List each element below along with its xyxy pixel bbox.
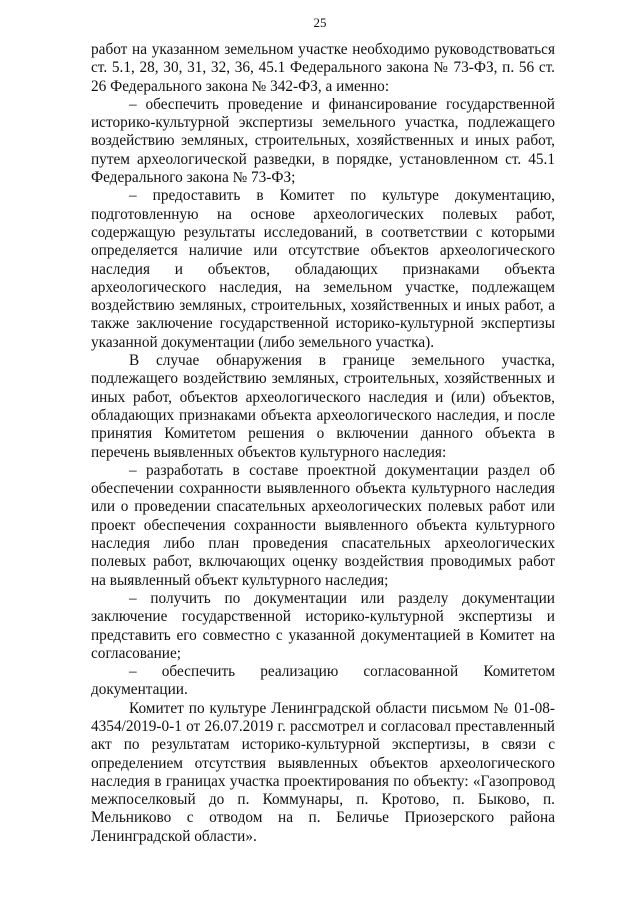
paragraph-obtain-conclusion-item: – получить по документации или разделу документации заключение государственной историко-культурной экспертизы и представить его совместно с указанной документацией в Комитет на согласование; [91, 589, 555, 662]
paragraph-implementation-item: – обеспечить реализацию согласованной Комитетом документации. [91, 663, 555, 699]
paragraph-expertise-item: – обеспечить проведение и финансирование государственной историко-культурной экспертизы земельного участка, подлежащего воздействию земляных, строительных, хозяйственных и иных работ, путем археологической разведки, в порядке, установленном ст. 45.1 Федерального закона № 73-ФЗ; [91, 95, 555, 187]
paragraph-documentation-item: – предоставить в Комитет по культуре документацию, подготовленную на основе археологических полевых работ, содержащую результаты исследований, в соответствии с которыми определяется наличие или отсутствие объектов археологического наследия и объектов, обладающих признаками объекта археологического наследия, на земельном участке, подлежащем воздействию земляных, строительных, хозяйственных и иных работ, а также заключение государственной историко-культурной экспертизы указанной документации (либо земельного участка). [91, 187, 555, 351]
paragraph-develop-section-item: – разработать в составе проектной документации раздел об обеспечении сохранности выявленного объекта культурного наследия или о проведении спасательных археологических полевых работ или проект обеспечения сохранности выявленного объекта культурного наследия либо план проведения спасательных археологических полевых работ, включающих оценку воздействия проводимых работ на выявленный объект культурного наследия; [91, 461, 555, 589]
paragraph-committee-letter: Комитет по культуре Ленинградской области письмом № 01-08-4354/2019-0-1 от 26.07.2019 г. рассмотрел и согласовал преставленный акт по результатам историко-культурной экспертизы, в связи с определением отсутствия выявленных объектов археологического наследия в границах участка проектирования по объекту: «Газопровод межпоселковый до п. Коммунары, п. Кротово, п. Быково, п. Мельниково с отводом на п. Беличье Приозерского района Ленинградской области». [91, 699, 555, 845]
page-number: 25 [313, 15, 327, 30]
paragraph-continuation: работ на указанном земельном участке необходимо руководствоваться ст. 5.1, 28, 30, 31, 32, 36, 45.1 Федерального закона № 73-ФЗ, п. 56 ст. 26 Федерального закона № 342-ФЗ, а именно: [91, 41, 555, 95]
body-text [91, 41, 555, 846]
paragraph-discovery-case: В случае обнаружения в границе земельного участка, подлежащего воздействию земляных, строительных, хозяйственных и иных работ, объектов археологического наследия и (или) объектов, обладающих признаками объекта археологического наследия, и после принятия Комитетом решения о включении данного объекта в перечень выявленных объектов культурного наследия: [91, 352, 555, 461]
